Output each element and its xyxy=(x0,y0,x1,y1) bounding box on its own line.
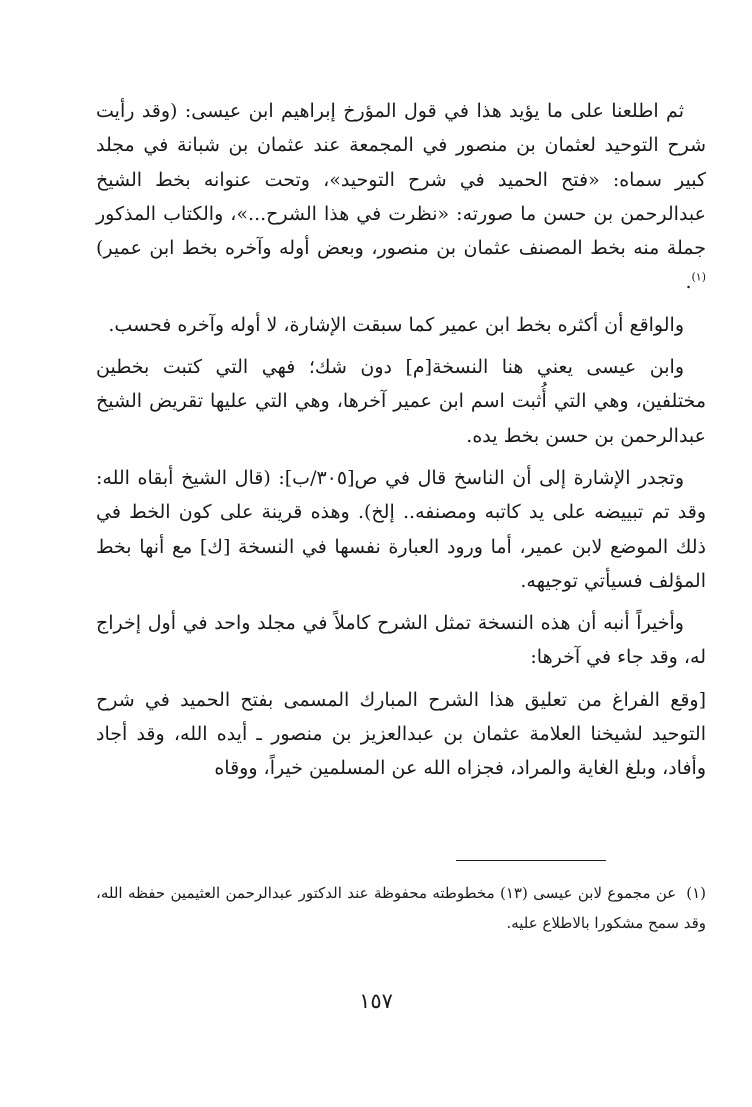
footnote-number: (١) xyxy=(686,884,706,902)
paragraph-1-end: . xyxy=(685,271,692,294)
main-text xyxy=(96,94,706,786)
footnote xyxy=(96,878,706,938)
footnote-text: عن مجموع لابن عيسى (١٣) مخطوطته محفوظة عند الدكتور عبدالرحمن العثيمين حفظه الله، وقد سمح مشكورا بالاطلاع عليه. xyxy=(96,884,706,932)
paragraph-2: والواقع أن أكثره بخط ابن عمير كما سبقت الإشارة، لا أوله وآخره فحسب. xyxy=(108,313,684,336)
paragraph-3: وابن عيسى يعني هنا النسخة[م] دون شك؛ فهي التي كتبت بخطين مختلفين، وهي التي أُثبت اسم ابن عمير آخرها، وهي التي عليها تقريض الشيخ عبدالرحمن بن حسن بخط يده. xyxy=(96,356,706,447)
paragraph-1-text: ثم اطلعنا على ما يؤيد هذا في قول المؤرخ إبراهيم ابن عيسى: (وقد رأيت شرح التوحيد لعثمان بن منصور في المجمعة عند عثمان بن شبانة في مجلد كبير سماه: «فتح الحميد في شرح التوحيد»، وتحت عنوانه بخط الشيخ عبدالرحمن بن حسن ما صورته: «نظرت في هذا الشرح...»، والكتاب المذكور جملة منه بخط المصنف عثمان بن منصور، وبعض أوله وآخره بخط ابن عمير) xyxy=(96,100,706,260)
footnote-reference: (١) xyxy=(691,271,706,285)
page-number: ١٥٧ xyxy=(359,989,393,1013)
footnote-separator xyxy=(456,860,606,861)
paragraph-6-quote: [وقع الفراغ من تعليق هذا الشرح المبارك المسمى بفتح الحميد في شرح التوحيد لشيخنا العلامة عثمان بن عبدالعزيز بن منصور ـ أيده الله، وقد أجاد وأفاد، وبلغ الغاية والمراد، فجزاه الله عن المسلمين خيراً، ووقاه xyxy=(96,688,706,780)
paragraph-1 xyxy=(96,94,706,300)
paragraph-5: وأخيراً أنبه أن هذه النسخة تمثل الشرح كاملاً في مجلد واحد في أول إخراج له، وقد جاء في آخرها: xyxy=(96,612,706,669)
paragraph-4: وتجدر الإشارة إلى أن الناسخ قال في ص[٣٠٥/ب]: (قال الشيخ أبقاه الله: وقد تم تبييضه على يد كاتبه ومصنفه.. إلخ). وهذه قرينة على كون الخط في ذلك الموضع لابن عمير، أما ورود العبارة نفسها في النسخة [ك] مع أنها بخط المؤلف فسيأتي توجيهه. xyxy=(96,466,706,592)
